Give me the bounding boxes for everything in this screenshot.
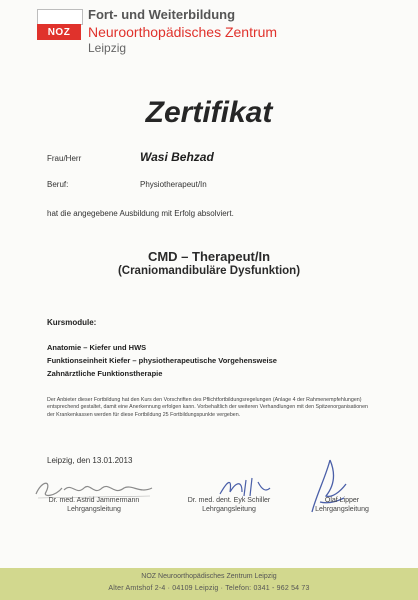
header-line-3: Leipzig: [88, 41, 127, 55]
module-item: Anatomie – Kiefer und HWS: [47, 343, 147, 352]
footer-address: Alter Amtshof 2-4 · 04109 Leipzig · Telefon: 0341 - 962 54 73: [108, 585, 310, 592]
job-value: Physiotherapeut/In: [140, 180, 207, 189]
footer-org: NOZ Neuroorthopädisches Zentrum Leipzig: [141, 573, 277, 580]
signer-role: Lehrgangsleitung: [67, 506, 121, 513]
logo-top-box: [37, 9, 83, 25]
fine-print: Der Anbieter dieser Fortbildung hat den Kurs den Vorschriften des Pflichtfortbildungsregelungen (Anlage 4 der Rahmenempfehlungen) entsprechend gestaltet, damit eine Anerkennung erfolgen kann. Vorbehaltlich der weiteren Verhandlungen mit den Spitzenorganisationen der Krankenkassen werden für diese Fortbildung 25 Fortbildungspunkte vergeben.: [47, 397, 368, 418]
modules-heading: Kursmodule:: [47, 318, 97, 327]
name-label: Frau/Herr: [47, 154, 82, 163]
name-value: Wasi Behzad: [140, 150, 214, 164]
job-label: Beruf:: [47, 180, 69, 189]
course-title: CMD – Therapeut/In: [147, 249, 271, 264]
header-line-1: Fort- und Weiterbildung: [88, 7, 236, 22]
signer-role: Lehrgangsleitung: [315, 506, 369, 513]
module-item: Funktionseinheit Kiefer – physiotherapeutische Vorgehensweise: [47, 356, 277, 365]
statement: hat die angegebene Ausbildung mit Erfolg absolviert.: [47, 209, 234, 218]
module-item: Zahnärztliche Funktionstherapie: [47, 369, 163, 378]
signature-block-2: [174, 496, 284, 514]
noz-logo: NOZ: [37, 24, 81, 40]
signer-name: Dr. med. Astrid Jammermann: [48, 497, 140, 504]
certificate-title: Zertifikat: [145, 96, 273, 129]
course-subtitle: (Craniomandibuläre Dysfunktion): [117, 265, 301, 277]
signature-block-1: [32, 496, 156, 514]
header-line-2: Neuroorthopädisches Zentrum: [88, 24, 278, 40]
signer-name: Olaf Lipper: [324, 497, 360, 504]
signature-block-3: [292, 496, 392, 514]
signer-role: Lehrgangsleitung: [202, 506, 256, 513]
signer-name: Dr. med. dent. Eyk Schiller: [187, 497, 271, 504]
issue-date: Leipzig, den 13.01.2013: [47, 456, 133, 465]
